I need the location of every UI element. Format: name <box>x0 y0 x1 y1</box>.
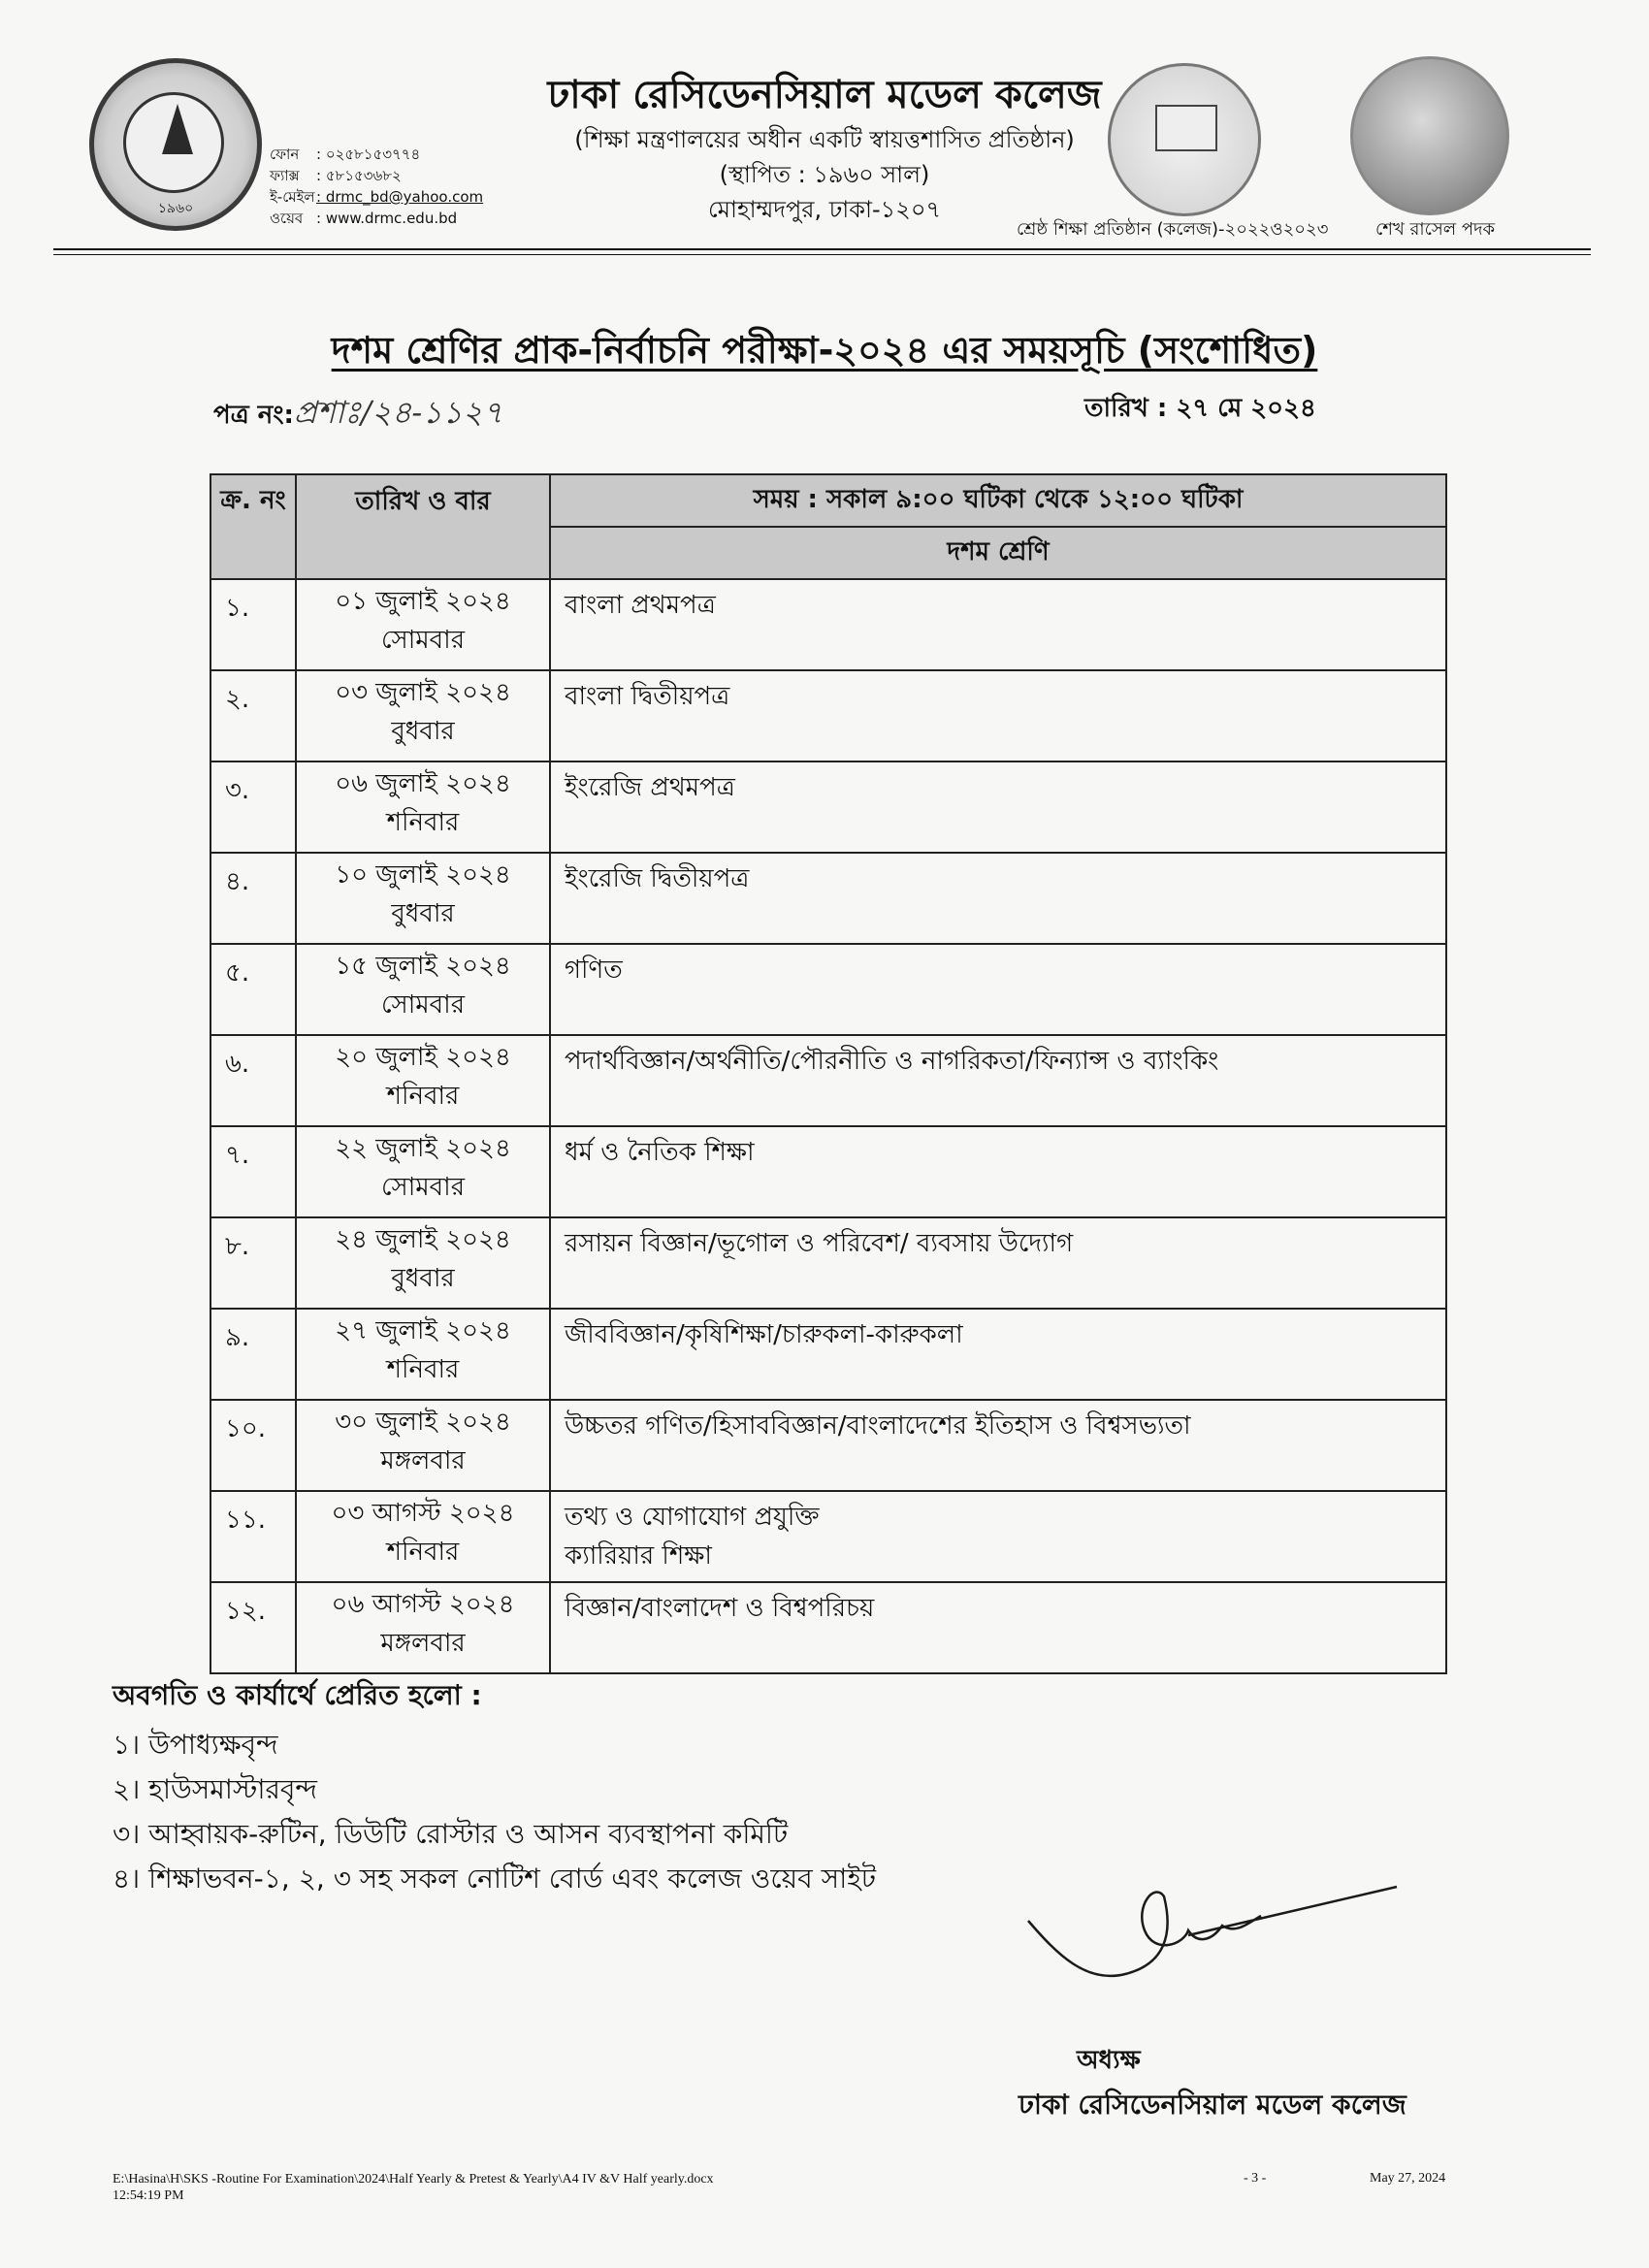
subject-cell <box>550 853 1446 944</box>
serial-cell: ৬. <box>210 1035 296 1126</box>
exam-date: ০১ জুলাই ২০২৪ <box>335 587 511 616</box>
column-header-time: সময় : সকাল ৯:০০ ঘটিকা থেকে ১২:০০ ঘটিকা <box>550 474 1446 527</box>
date-cell <box>296 853 550 944</box>
college-logo: ১৯৬০ <box>89 58 262 231</box>
subject-name: তথ্য ও যোগাযোগ প্রযুক্তি <box>565 1503 820 1532</box>
footer-file-path: E:\Hasina\H\SKS -Routine For Examination\2024\Half Yearly & Pretest & Yearly\A4 IV &V Half yearly.docx 12:54:19 PM <box>113 2172 714 2203</box>
table-row <box>210 761 1446 853</box>
date-cell <box>296 1217 550 1309</box>
subject-cell <box>550 579 1446 670</box>
exam-date: ১০ জুলাই ২০২৪ <box>335 860 511 890</box>
notice-title: দশম শ্রেণির প্রাক-নির্বাচনি পরীক্ষা-২০২৪ এর সময়সূচি (সংশোধিত) <box>331 329 1318 372</box>
exam-date: ৩০ জুলাই ২০২৪ <box>335 1408 511 1437</box>
subject-name: পদার্থবিজ্ঞান/অর্থনীতি/পৌরনীতি ও নাগরিকতা/ফিন্যান্স ও ব্যাংকিং <box>565 1047 1219 1076</box>
table-row <box>210 1309 1446 1400</box>
serial-cell: ১০. <box>210 1400 296 1491</box>
date-cell <box>296 1309 550 1400</box>
subject-name-secondary: ক্যারিয়ার শিক্ষা <box>565 1541 712 1571</box>
date-cell <box>296 1491 550 1582</box>
website-link[interactable]: : www.drmc.edu.bd <box>316 210 458 227</box>
exam-day: বুধবার <box>391 1264 455 1293</box>
exam-day: শনিবার <box>386 1355 460 1384</box>
subject-name: ধর্ম ও নৈতিক শিক্ষা <box>565 1138 755 1167</box>
serial-cell: ৭. <box>210 1126 296 1217</box>
date-cell <box>296 1126 550 1217</box>
handwritten-memo: প্রশাঃ/২৪-১১২৭ <box>293 394 503 431</box>
exam-date: ২৪ জুলাই ২০২৪ <box>335 1225 511 1254</box>
subject-name: উচ্চতর গণিত/হিসাববিজ্ঞান/বাংলাদেশের ইতিহাস ও বিশ্বসভ্যতা <box>565 1411 1191 1441</box>
serial-cell: ৫. <box>210 944 296 1035</box>
book-icon <box>1155 105 1217 151</box>
exam-day: শনিবার <box>386 808 460 837</box>
subject-name: বাংলা দ্বিতীয়পত্র <box>565 682 730 711</box>
award-caption-best-institution: শ্রেষ্ঠ শিক্ষা প্রতিষ্ঠান (কলেজ)-২০২২ও২০২৩ <box>1017 219 1329 240</box>
memo-number: পত্র নং:প্রশাঃ/২৪-১১২৭ <box>213 394 503 431</box>
serial-cell: ১২. <box>210 1582 296 1673</box>
serial-cell: ১. <box>210 579 296 670</box>
principal-title: অধ্যক্ষ <box>1077 2046 1141 2075</box>
subject-name: জীববিজ্ঞান/কৃষিশিক্ষা/চারুকলা-কারুকলা <box>565 1320 963 1349</box>
date-cell <box>296 761 550 853</box>
exam-date: ০৩ জুলাই ২০২৪ <box>335 678 511 707</box>
subject-cell <box>550 1400 1446 1491</box>
signatory-college: ঢাকা রেসিডেনসিয়াল মডেল কলেজ <box>1018 2089 1406 2121</box>
exam-date: ২০ জুলাই ২০২৪ <box>335 1043 511 1072</box>
serial-cell: ৮. <box>210 1217 296 1309</box>
subject-name: বিজ্ঞান/বাংলাদেশ ও বিশ্বপরিচয় <box>565 1594 875 1623</box>
exam-day: মঙ্গলবার <box>380 1446 466 1475</box>
exam-day: মঙ্গলবার <box>380 1629 466 1658</box>
subject-cell <box>550 1035 1446 1126</box>
date-cell <box>296 670 550 761</box>
award-seal <box>1108 63 1261 216</box>
subject-name: বাংলা প্রথমপত্র <box>565 591 716 620</box>
principal-signature <box>1018 1877 1406 2032</box>
list-item: ৩। আহ্বায়ক-রুটিন, ডিউটি রোস্টার ও আসন ব্যবস্থাপনা কমিটি <box>113 1818 789 1850</box>
date-cell <box>296 1582 550 1673</box>
exam-date: ১৫ জুলাই ২০২৪ <box>335 952 511 981</box>
subject-cell <box>550 1582 1446 1673</box>
exam-date: ০৩ আগস্ট ২০২৪ <box>331 1499 515 1528</box>
college-address: মোহাম্মদপুর, ঢাকা-১২০৭ <box>707 196 942 223</box>
table-row <box>210 1491 1446 1582</box>
fax-number: : ৫৮১৫৩৬৮২ <box>316 167 402 184</box>
list-item: ৪। শিক্ষাভবন-১, ২, ৩ সহ সকল নোটিশ বোর্ড এবং কলেজ ওয়েব সাইট <box>113 1863 877 1895</box>
subject-name: গণিত <box>565 956 623 985</box>
notice-date: তারিখ : ২৭ মে ২০২৪ <box>1084 394 1316 423</box>
subject-cell <box>550 670 1446 761</box>
table-row <box>210 1126 1446 1217</box>
subject-cell <box>550 1126 1446 1217</box>
subject-cell <box>550 1491 1446 1582</box>
table-row <box>210 1217 1446 1309</box>
serial-cell: ৪. <box>210 853 296 944</box>
exam-date: ২২ জুলাই ২০২৪ <box>335 1134 511 1163</box>
subject-name: রসায়ন বিজ্ঞান/ভূগোল ও পরিবেশ/ ব্যবসায় উদ্যোগ <box>565 1229 1074 1258</box>
exam-day: সোমবার <box>380 990 465 1020</box>
exam-day: সোমবার <box>380 1173 465 1202</box>
header-divider-thin <box>53 254 1591 255</box>
header-divider <box>53 248 1591 250</box>
column-header-serial: ক্র. নং <box>210 474 296 579</box>
contact-block: ফোন : ০২৫৮১৫৩৭৭৪ ফ্যাক্স : ৫৮১৫৩৬৮২ ই-মেইল : drmc_bd@yahoo.com ওয়েব : www.drmc.edu.bd <box>270 146 484 227</box>
column-header-class: দশম শ্রেণি <box>550 527 1446 579</box>
serial-cell: ৩. <box>210 761 296 853</box>
subject-name: ইংরেজি দ্বিতীয়পত্র <box>565 864 750 893</box>
phone-number: : ০২৫৮১৫৩৭৭৪ <box>316 146 421 163</box>
serial-cell: ২. <box>210 670 296 761</box>
exam-day: শনিবার <box>386 1538 460 1567</box>
college-name: ঢাকা রেসিডেনসিয়াল মডেল কলেজ <box>547 73 1102 117</box>
subject-name: ইংরেজি প্রথমপত্র <box>565 773 735 802</box>
column-header-date: তারিখ ও বার <box>296 474 550 579</box>
subject-cell <box>550 944 1446 1035</box>
exam-day: বুধবার <box>391 717 455 746</box>
subject-cell <box>550 1309 1446 1400</box>
list-item: ২। হাউসমাস্টারবৃন্দ <box>113 1773 317 1805</box>
serial-cell: ১১. <box>210 1491 296 1582</box>
table-row <box>210 853 1446 944</box>
email-link[interactable]: : drmc_bd@yahoo.com <box>316 188 484 206</box>
exam-day: সোমবার <box>380 626 465 655</box>
date-cell <box>296 944 550 1035</box>
distribution-list <box>113 1723 876 1901</box>
footer-date: May 27, 2024 <box>1370 2171 1446 2186</box>
exam-day: বুধবার <box>391 899 455 928</box>
table-row <box>210 944 1446 1035</box>
established-year: (স্থাপিত : ১৯৬০ সাল) <box>719 161 930 188</box>
table-row <box>210 1400 1446 1491</box>
sheikh-russel-medal <box>1350 56 1509 215</box>
distribution-heading: অবগতি ও কার্যার্থে প্রেরিত হলো : <box>113 1679 482 1711</box>
table-row <box>210 1035 1446 1126</box>
table-row <box>210 1582 1446 1673</box>
award-caption-medal: শেখ রাসেল পদক <box>1375 219 1496 240</box>
college-subtitle: (শিক্ষা মন্ত্রণালয়ের অধীন একটি স্বায়ত্তশাসিত প্রতিষ্ঠান) <box>574 126 1075 153</box>
table-row <box>210 579 1446 670</box>
subject-cell <box>550 1217 1446 1309</box>
date-cell <box>296 1035 550 1126</box>
exam-schedule-table <box>210 473 1447 1674</box>
serial-cell: ৯. <box>210 1309 296 1400</box>
list-item: ১। উপাধ্যক্ষবৃন্দ <box>113 1729 278 1761</box>
date-cell <box>296 1400 550 1491</box>
exam-date: ০৬ জুলাই ২০২৪ <box>335 769 511 798</box>
exam-date: ০৬ আগস্ট ২০২৪ <box>331 1590 515 1619</box>
date-cell <box>296 579 550 670</box>
subject-cell <box>550 761 1446 853</box>
exam-day: শনিবার <box>386 1082 460 1111</box>
exam-date: ২৭ জুলাই ২০২৪ <box>335 1316 511 1345</box>
table-row <box>210 670 1446 761</box>
footer-page-number: - 3 - <box>1244 2171 1267 2186</box>
